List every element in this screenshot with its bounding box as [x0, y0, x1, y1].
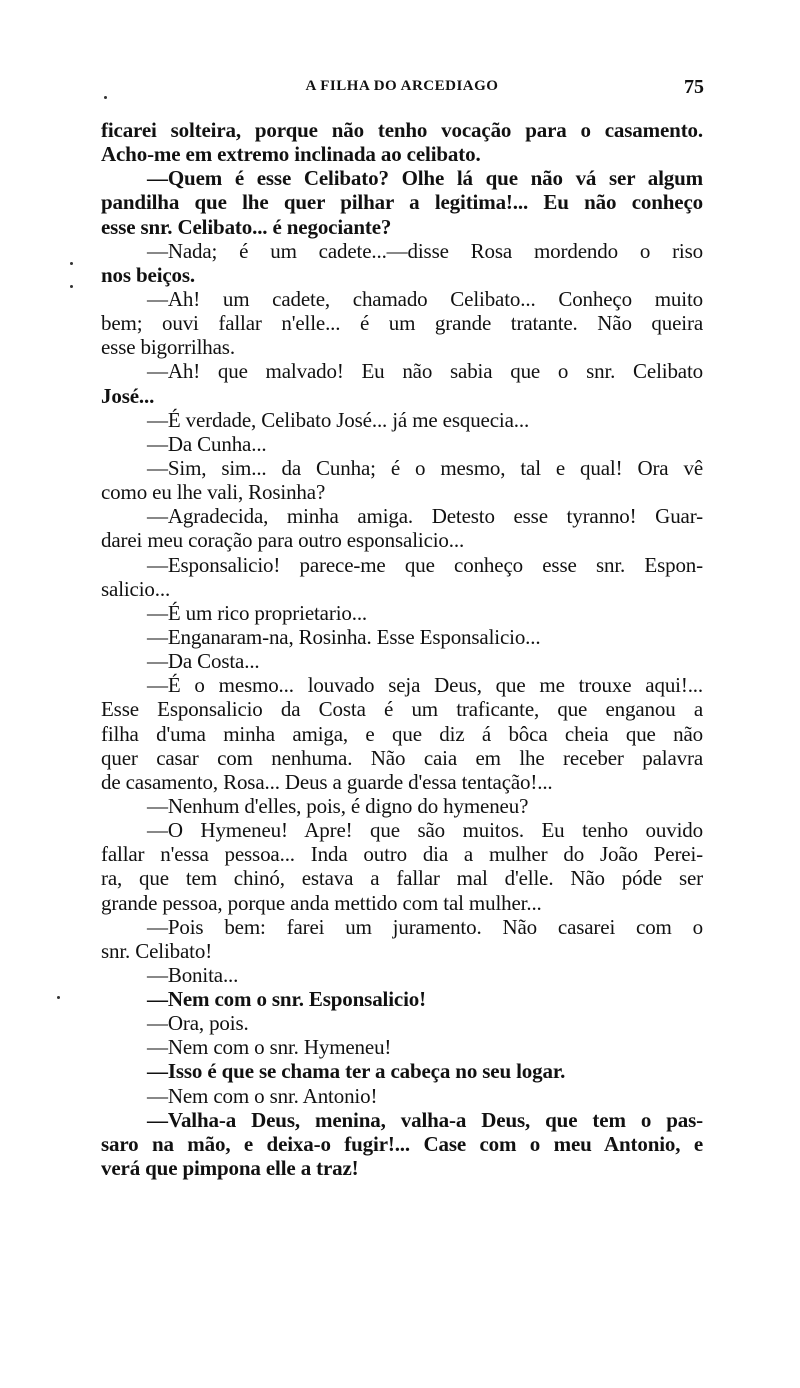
text-line: —Nem com o snr. Antonio!	[147, 1083, 378, 1108]
text-line: esse bigorrilhas.	[101, 335, 235, 360]
text-line: —Valha-a Deus, menina, valha-a Deus, que tem o pas-	[147, 1107, 703, 1132]
print-speck	[70, 285, 73, 288]
text-line: darei meu coração para outro esponsalicio...	[101, 528, 465, 553]
text-line: pandilha que lhe quer pilhar a legitima!... Eu não conheço	[101, 190, 703, 215]
text-body	[101, 118, 703, 1180]
text-line: —Da Costa...	[147, 649, 260, 674]
text-line: —Nem com o snr. Esponsalicio!	[147, 987, 426, 1012]
text-line: filha d'uma minha amiga, e que diz á bôca cheia que não	[101, 721, 703, 746]
text-line: ra, que tem chinó, estava a fallar mal d'elle. Não póde ser	[101, 866, 703, 891]
running-head	[100, 78, 704, 102]
text-line: —Nenhum d'elles, pois, é digno do hymeneu?	[147, 793, 529, 818]
text-line: salicio...	[101, 576, 171, 601]
text-line: bem; ouvi fallar n'elle... é um grande tratante. Não queira	[101, 311, 703, 336]
text-line: de casamento, Rosa... Deus a guarde d'essa tentação!...	[101, 769, 553, 794]
text-line: —Nada; é um cadete...—disse Rosa mordendo o riso	[147, 238, 703, 263]
text-line: —É verdade, Celibato José... já me esquecia...	[147, 407, 530, 432]
text-line: —Enganaram-na, Rosinha. Esse Esponsalicio...	[147, 624, 541, 649]
text-line: grande pessoa, porque anda mettido com tal mulher...	[101, 890, 542, 915]
text-line: —Esponsalicio! parece-me que conheço esse snr. Espon-	[147, 552, 703, 577]
text-line: —Ah! um cadete, chamado Celibato... Conheço muito	[147, 286, 703, 311]
text-line: Acho-me em extremo inclinada ao celibato.	[101, 142, 481, 167]
print-speck	[104, 96, 107, 99]
text-line: —É um rico proprietario...	[147, 600, 368, 625]
text-line: —Agradecida, minha amiga. Detesto esse tyranno! Guar-	[147, 504, 703, 529]
text-line: como eu lhe vali, Rosinha?	[101, 480, 326, 505]
text-line: —É o mesmo... louvado seja Deus, que me trouxe aqui!...	[147, 673, 703, 698]
text-line: quer casar com nenhuma. Não caia em lhe receber palavra	[101, 745, 703, 770]
text-line: Esse Esponsalicio da Costa é um traficante, que enganou a	[101, 697, 703, 722]
text-line: —O Hymeneu! Apre! que são muitos. Eu tenho ouvido	[147, 818, 703, 843]
page-number: 75	[684, 76, 704, 98]
text-line: José...	[101, 383, 155, 408]
print-speck	[70, 262, 73, 265]
text-line: —Sim, sim... da Cunha; é o mesmo, tal e qual! Ora vê	[147, 455, 703, 480]
text-line: —Bonita...	[147, 962, 239, 987]
text-line: —Ah! que malvado! Eu não sabia que o snr. Celibato	[147, 359, 703, 384]
text-line: —Pois bem: farei um juramento. Não casarei com o	[147, 914, 703, 939]
text-line: verá que pimpona elle a traz!	[101, 1156, 359, 1181]
text-line: —Nem com o snr. Hymeneu!	[147, 1035, 392, 1060]
text-line: —Ora, pois.	[147, 1011, 249, 1036]
text-line: —Quem é esse Celibato? Olhe lá que não vá ser algum	[147, 166, 703, 191]
text-line: saro na mão, e deixa-o fugir!... Case com o meu Antonio, e	[101, 1131, 703, 1156]
text-line: fallar n'essa pessoa... Inda outro dia a mulher do João Perei-	[101, 842, 703, 867]
text-line: —Isso é que se chama ter a cabeça no seu logar.	[147, 1059, 566, 1084]
text-line: snr. Celibato!	[101, 938, 213, 963]
text-line: ficarei solteira, porque não tenho vocação para o casamento.	[101, 118, 703, 142]
running-title: A FILHA DO ARCEDIAGO	[305, 78, 499, 94]
text-line: nos beiços.	[101, 262, 196, 287]
print-speck	[57, 996, 60, 999]
text-line: —Da Cunha...	[147, 431, 267, 456]
text-line: esse snr. Celibato... é negociante?	[101, 214, 392, 239]
